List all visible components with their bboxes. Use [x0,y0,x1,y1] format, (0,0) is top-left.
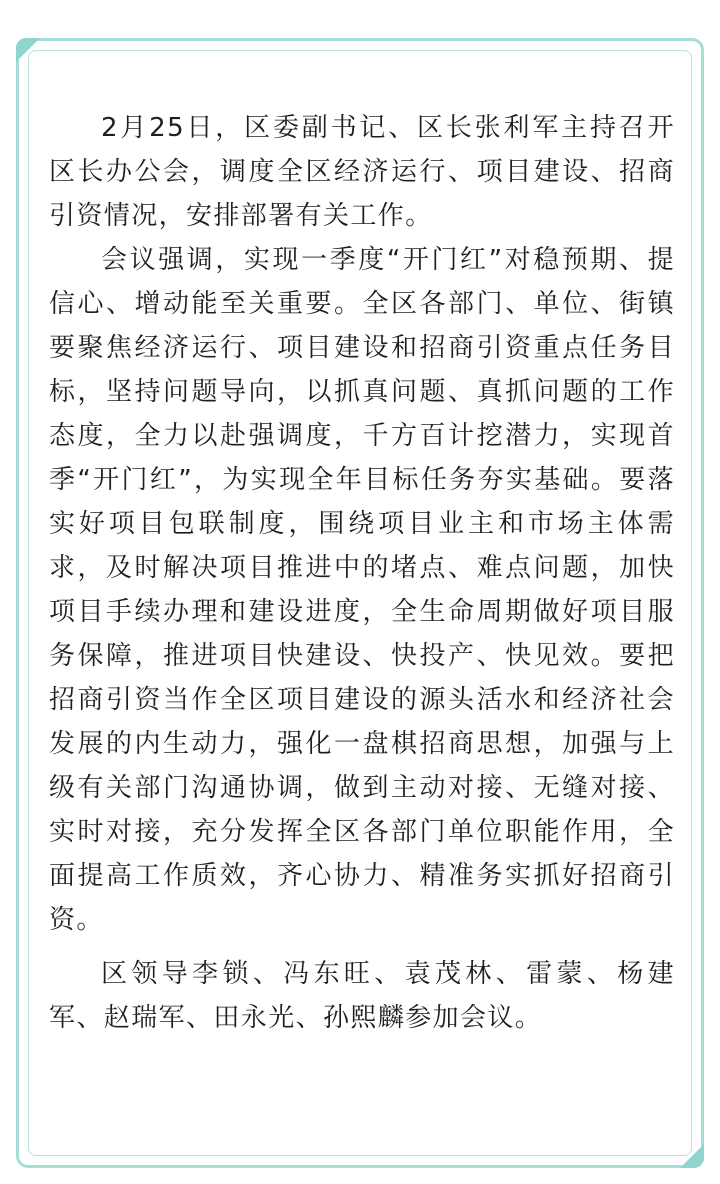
corner-decoration-bottom-right [680,1144,704,1168]
paragraph-attendees: 区领导李锁、冯东旺、袁茂林、雷蒙、杨建军、赵瑞军、田永光、孙熙麟参加会议。 [49,959,675,1033]
article-body [49,106,675,1040]
paragraph-meeting-intro: 2月25日，区委副书记、区长张利军主持召开区长办公会，调度全区经济运行、项目建设、招商引资情况，安排部署有关工作。 [49,113,675,231]
corner-decoration-top-left [16,38,40,62]
paragraph-meeting-emphasis: 会议强调，实现一季度“开门红”对稳预期、提信心、增动能至关重要。全区各部门、单位、街镇要聚焦经济运行、项目建设和招商引资重点任务目标，坚持问题导向，以抓真问题、真抓问题的工作态度，全力以赴强调度，千方百计挖潜力，实现首季“开门红”，为实现全年目标任务夯实基础。要落实好项目包联制度，围绕项目业主和市场主体需求，及时解决项目推进中的堵点、难点问题，加快项目手续办理和建设进度，全生命周期做好项目服务保障，推进项目快建设、快投产、快见效。要把招商引资当作全区项目建设的源头活水和经济社会发展的内生动力，强化一盘棋招商思想，加强与上级有关部门沟通协调，做到主动对接、无缝对接、实时对接，充分发挥全区各部门单位职能作用，全面提高工作质效，齐心协力、精准务实抓好招商引资。 [49,245,675,935]
